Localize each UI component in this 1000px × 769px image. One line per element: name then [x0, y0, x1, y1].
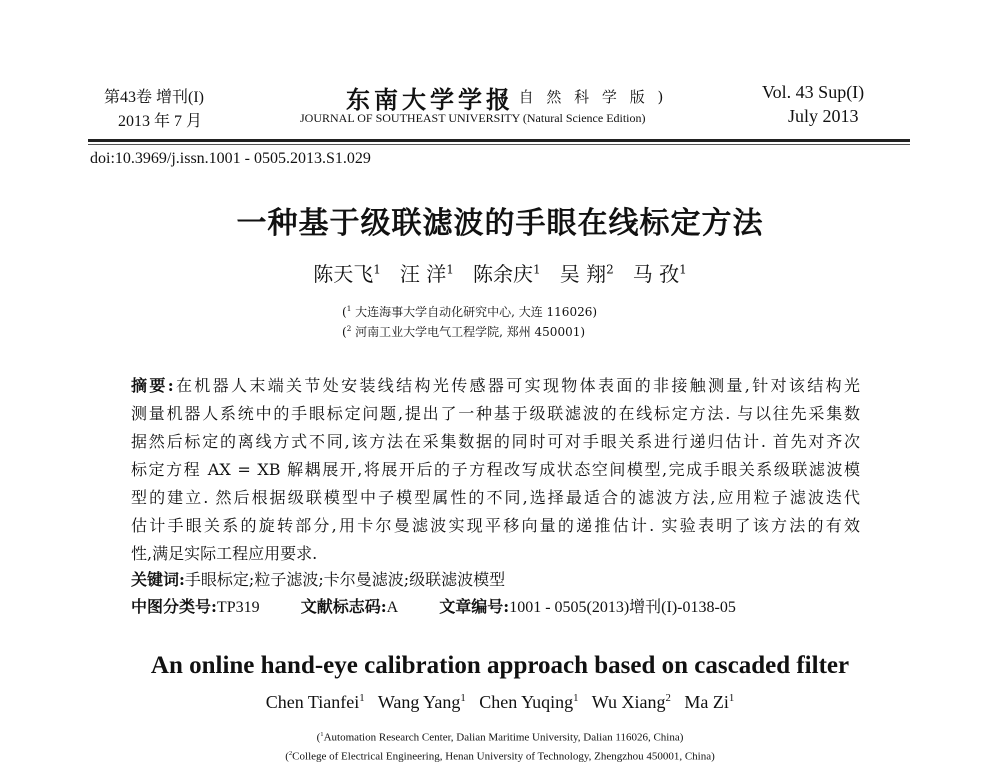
- abstract-line: 据然后标定的离线方式不同,该方法在采集数据的同时可对手眼关系进行递归估计. 首先对齐次: [131, 432, 860, 451]
- date-en: July 2013: [788, 106, 859, 126]
- title-cn: 一种基于级联滤波的手眼在线标定方法: [236, 206, 764, 241]
- author: Ma Zi$^1$: [684, 692, 735, 712]
- author: Chen Yuqing$^1$: [479, 692, 579, 712]
- abstract-line: 标定方程 AX = XB 解耦展开,将展开后的子方程改写成状态空间模型,完成手眼关系级联滤波模: [131, 460, 860, 479]
- abstract-line: 测量机器人系统中的手眼标定问题,提出了一种基于级联滤波的在线标定方法. 与以往先采集数: [131, 404, 860, 423]
- abstract-line: 性,满足实际工程应用要求.: [131, 544, 318, 563]
- header-rule-thin: [88, 144, 910, 145]
- date-cn: 2013 年 7 月: [118, 113, 203, 130]
- abstract-line: 摘要:在机器人末端关节处安装线结构光传感器可实现物体表面的非接触测量,针对该结构光: [131, 376, 860, 395]
- volume-cn: 第43卷 增刊(I): [104, 89, 204, 106]
- affiliation-en: ($^1$Automation Research Center, Dalian Maritime University, Dalian 116026, China): [316, 731, 684, 744]
- affiliation-cn: ($^2$ 河南工业大学电气工程学院, 郑州 450001): [342, 324, 586, 339]
- abstract-line: 型的建立. 然后根据级联模型中子模型属性的不同,选择最适合的滤波方法,应用粒子滤波迭代: [131, 488, 860, 507]
- volume-en: Vol. 43 Sup(I): [762, 82, 865, 102]
- journal-edition-cn: ( 自 然 科 学 版 ): [500, 88, 668, 106]
- author: 汪 洋$^1$: [399, 262, 454, 286]
- author: 陈天飞$^1$: [313, 262, 381, 286]
- affiliation-cn: ($^1$ 大连海事大学自动化研究中心, 大连 116026): [342, 304, 598, 319]
- title-en: An online hand-eye calibration approach based on cascaded filter: [150, 652, 850, 679]
- abstract-line: 估计手眼关系的旋转部分,用卡尔曼滤波实现平移向量的递推估计. 实验表明了该方法的有效: [131, 516, 860, 535]
- header-rule: [88, 139, 910, 142]
- authors-cn: [0, 258, 1000, 287]
- doi: doi:10.3969/j.issn.1001 - 0505.2013.S1.029: [90, 150, 371, 167]
- journal-name-cn: 东南大学学报: [346, 85, 514, 114]
- author: 吴 翔$^2$: [559, 262, 614, 286]
- abstract-label: 摘要:: [131, 376, 174, 395]
- keywords: 关键词:手眼标定;粒子滤波;卡尔曼滤波;级联滤波模型: [131, 570, 506, 589]
- author: Chen Tianfei$^1$: [265, 692, 365, 712]
- author: Wu Xiang$^2$: [591, 692, 671, 712]
- author: 陈余庆$^1$: [473, 262, 541, 286]
- affiliation-en: ($^2$College of Electrical Engineering, Henan University of Technology, Zhengzhou 450001, China): [285, 750, 715, 763]
- author: Wang Yang$^1$: [377, 692, 466, 712]
- journal-name-en: JOURNAL OF SOUTHEAST UNIVERSITY (Natural Science Edition): [300, 111, 646, 125]
- author: 马 孜$^1$: [632, 262, 687, 286]
- classification: 中图分类号:TP319 文献标志码:A 文章编号:1001 - 0505(2013)增刊(I)-0138-05: [131, 597, 736, 616]
- authors-en: [0, 692, 1000, 713]
